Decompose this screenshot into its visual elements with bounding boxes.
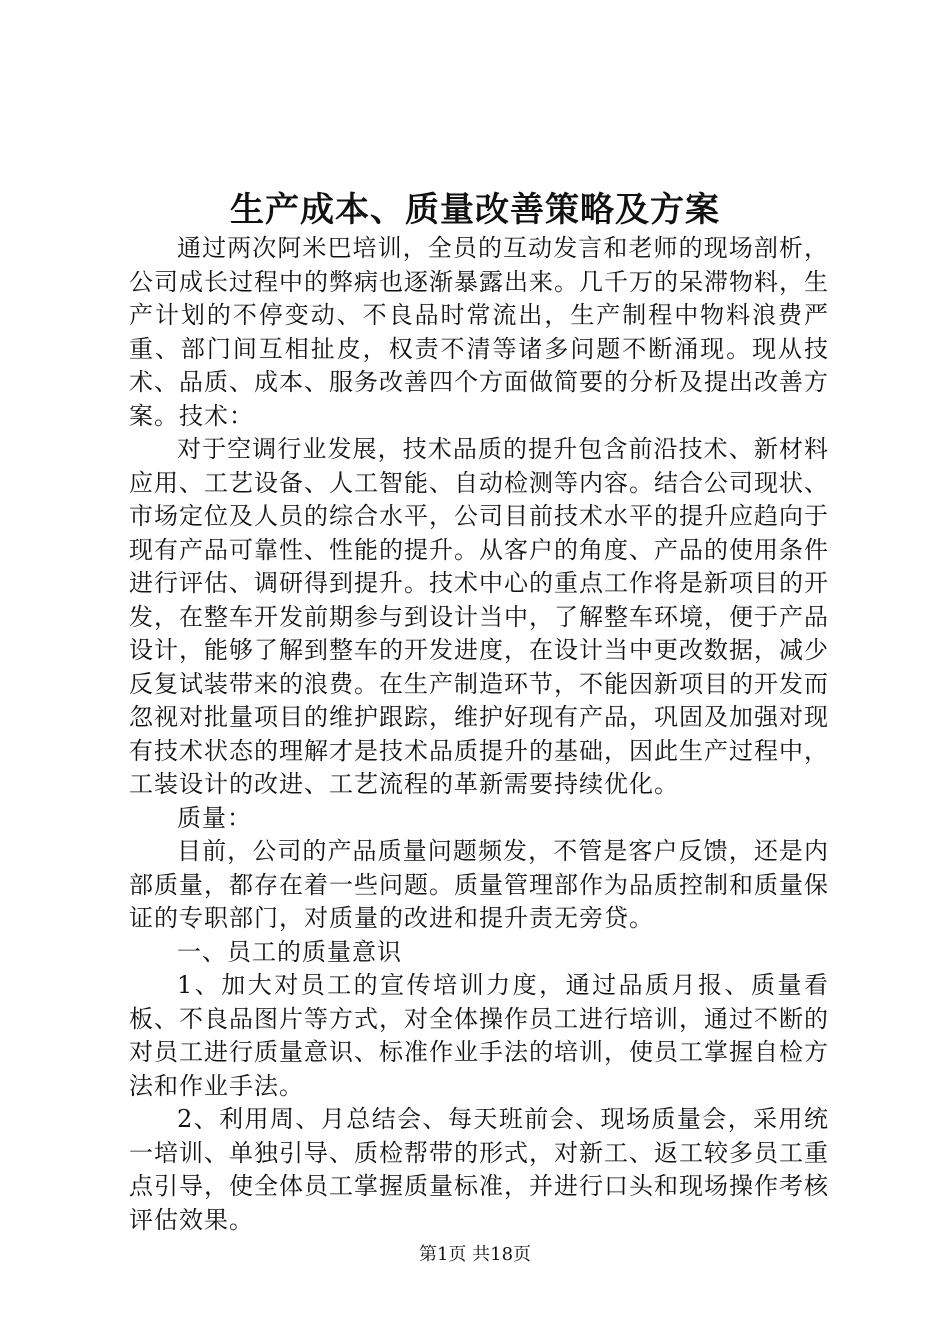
- document-title: 生产成本、质量改善策略及方案: [230, 190, 720, 230]
- page-number-footer: 第1页 共18页: [418, 1244, 532, 1265]
- document-body: [129, 232, 829, 1237]
- list-item-1: 1、加大对员工的宣传培训力度，通过品质月报、质量看板、不良品图片等方式，对全体操作员工进行培训，通过不断的对员工进行质量意识、标准作业手法的培训，使员工掌握自检方法和作业手法。: [129, 971, 829, 1100]
- subheading-employee-quality-awareness: 一、员工的质量意识: [177, 937, 402, 966]
- list-item-2: 2、利用周、月总结会、每天班前会、现场质量会，采用统一培训、单独引导、质检帮带的形式，对新工、返工较多员工重点引导，使全体员工掌握质量标准，并进行口头和现场操作考核评估效果。: [129, 1105, 829, 1234]
- paragraph-intro: 通过两次阿米巴培训，全员的互动发言和老师的现场剖析，公司成长过程中的弊病也逐渐暴露出来。几千万的呆滞物料，生产计划的不停变动、不良品时常流出，生产制程中物料浪费严重、部门间互相扯皮，权责不清等诸多问题不断涌现。现从技术、品质、成本、服务改善四个方面做简要的分析及提出改善方案。技术：: [129, 234, 829, 430]
- paragraph-quality-overview: 目前，公司的产品质量问题频发，不管是客户反馈，还是内部质量，都存在着一些问题。质量管理部作为品质控制和质量保证的专职部门，对质量的改进和提升责无旁贷。: [129, 837, 829, 932]
- section-heading-quality: 质量：: [177, 803, 252, 832]
- paragraph-technology: 对于空调行业发展，技术品质的提升包含前沿技术、新材料应用、工艺设备、人工智能、自动检测等内容。结合公司现状、市场定位及人员的综合水平，公司目前技术水平的提升应趋向于现有产品可靠性、性能的提升。从客户的角度、产品的使用条件进行评估、调研得到提升。技术中心的重点工作将是新项目的开发，在整车开发前期参与到设计当中，了解整车环境，便于产品设计，能够了解到整车的开发进度，在设计当中更改数据，减少反复试装带来的浪费。在生产制造环节，不能因新项目的开发而忽视对批量项目的维护跟踪，维护好现有产品，巩固及加强对现有技术状态的理解才是技术品质提升的基础，因此生产过程中，工装设计的改进、工艺流程的革新需要持续优化。: [129, 435, 829, 798]
